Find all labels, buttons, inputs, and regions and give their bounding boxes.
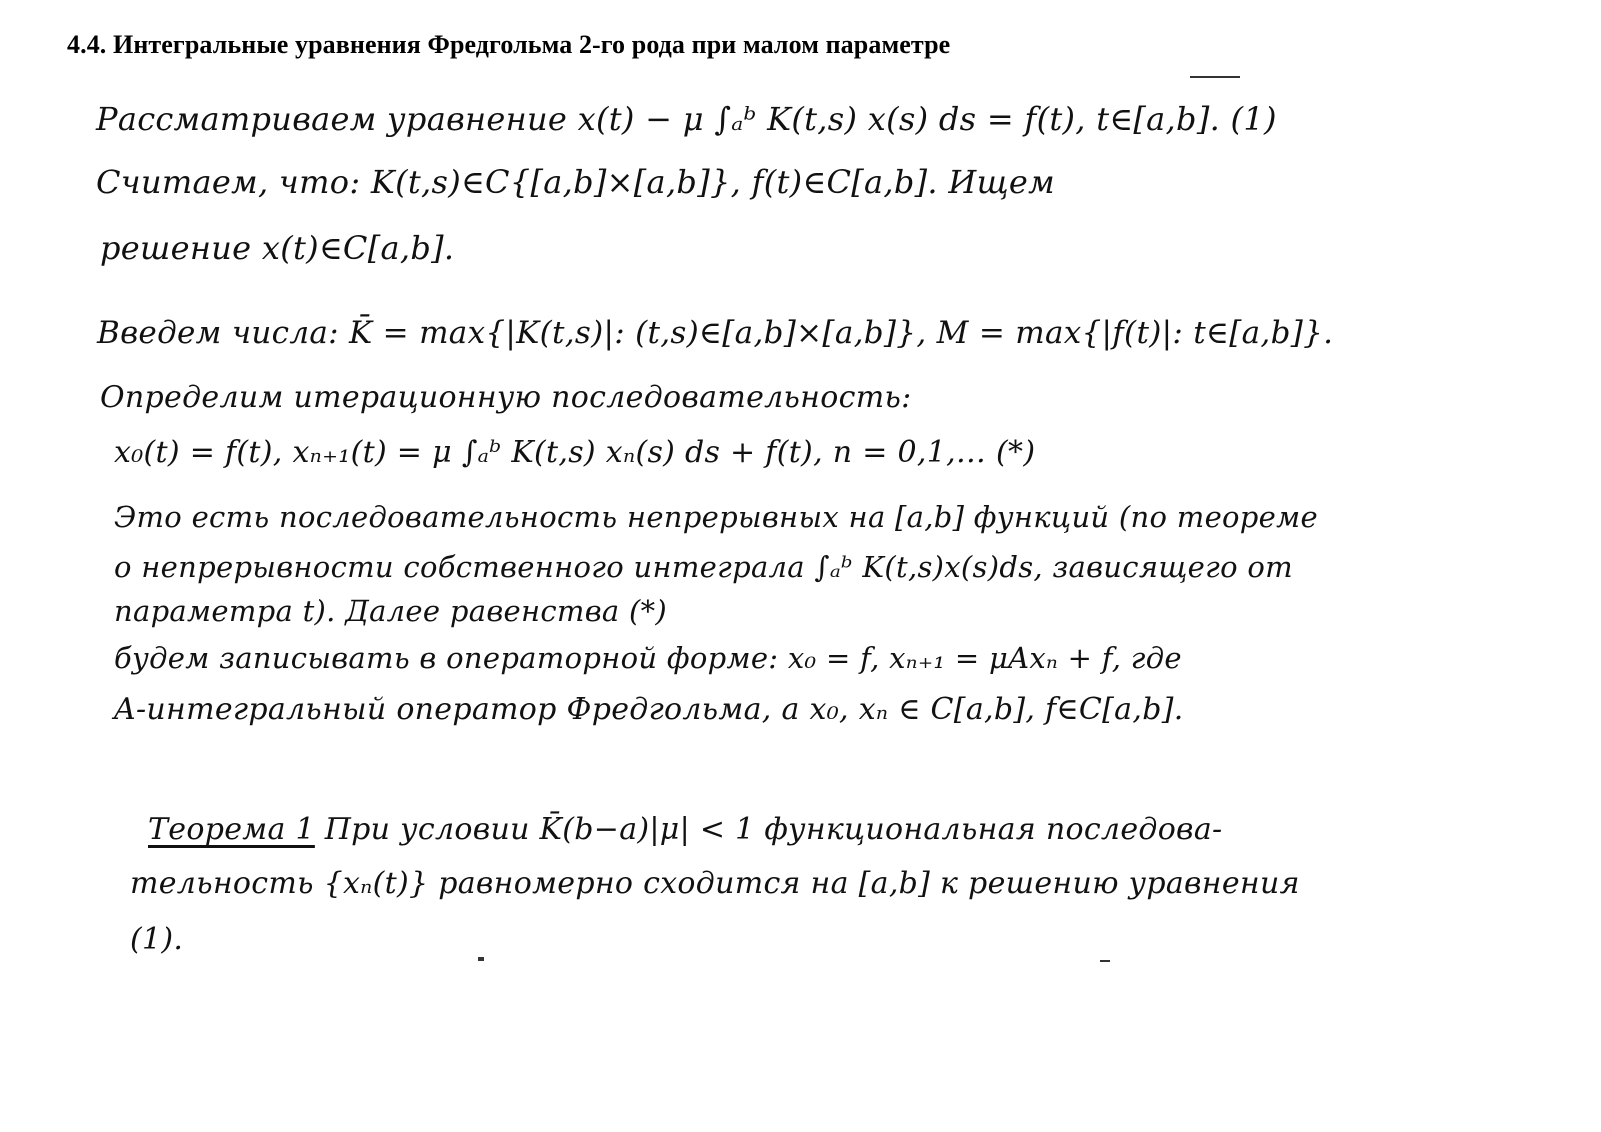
operator-form-line: будем записывать в операторной форме: x₀ = f, xₙ₊₁ = μAxₙ + f, где — [114, 641, 1182, 675]
constants-definition-line: Введем числа: K̄ = max{|K(t,s)|: (t,s)∈[a,b]×[a,b]}, M = max{|f(t)|: t∈[a,b]}. — [97, 315, 1334, 351]
theorem-condition: При условии K̄(b−a)|μ| < 1 функциональная последова- — [324, 812, 1223, 847]
assumptions-line: Считаем, что: K(t,s)∈C{[a,b]×[a,b]}, f(t)∈C[a,b]. Ищем — [96, 163, 1055, 201]
operator-definition-line: A-интегральный оператор Фредгольма, а x₀, xₙ ∈ C[a,b], f∈C[a,b]. — [114, 692, 1184, 727]
equation-statement-line: Рассматриваем уравнение x(t) − μ ∫ₐᵇ K(t,s) x(s) ds = f(t), t∈[a,b]. (1) — [96, 100, 1277, 138]
continuity-integral-line: о непрерывности собственного интеграла ∫ₐᵇ K(t,s)x(s)ds, зависящего от — [114, 550, 1293, 584]
iteration-intro-line: Определим итерационную последовательность: — [100, 380, 912, 415]
iteration-formula-line: x₀(t) = f(t), xₙ₊₁(t) = μ ∫ₐᵇ K(t,s) xₙ(s) ds + f(t), n = 0,1,… (*) — [114, 435, 1036, 470]
section-heading: 4.4. Интегральные уравнения Фредгольма 2-го рода при малом параметре — [67, 30, 951, 59]
stray-mark — [1190, 76, 1240, 78]
theorem-second-line: тельность {xₙ(t)} равномерно сходится на [a,b] к решению уравнения — [130, 866, 1300, 901]
theorem-third-line: (1). — [130, 922, 184, 957]
solution-space-line: решение x(t)∈C[a,b]. — [100, 229, 455, 267]
continuity-line: Это есть последовательность непрерывных на [a,b] функций (по теореме — [114, 500, 1318, 534]
theorem-first-line — [148, 812, 1222, 847]
theorem-label: Теорема 1 — [148, 812, 315, 847]
stray-mark — [478, 957, 484, 961]
stray-mark — [1100, 960, 1110, 962]
parameter-line: параметра t). Далее равенства (*) — [114, 594, 668, 628]
